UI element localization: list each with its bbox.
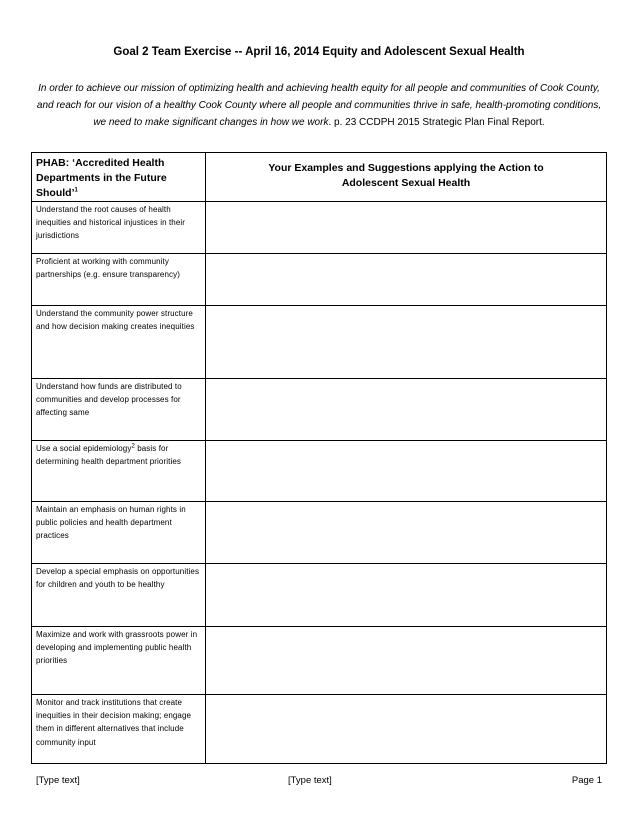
action-cell <box>32 379 206 441</box>
table-row <box>32 202 607 254</box>
table-row <box>32 254 607 306</box>
answer-cell[interactable] <box>206 695 607 764</box>
table-row <box>32 379 607 441</box>
header-phab-label: PHAB: ‘Accredited Health Departments in the Future Should’ <box>36 157 167 199</box>
table-row <box>32 564 607 627</box>
table-row <box>32 627 607 695</box>
action-cell <box>32 306 206 379</box>
header-cell-phab <box>32 153 206 202</box>
footer-left-text: [Type text] <box>36 775 80 786</box>
action-label: Understand the community power structure and how decision making creates inequities <box>36 309 195 332</box>
footnote-marker: 2 <box>131 443 135 450</box>
action-label: Understand how funds are distributed to communities and develop processes for affecting same <box>36 382 182 418</box>
action-cell <box>32 564 206 627</box>
answer-cell[interactable] <box>206 441 607 502</box>
intro-citation-text: . p. 23 CCDPH 2015 Strategic Plan Final Report. <box>328 117 545 128</box>
action-cell <box>32 254 206 306</box>
answer-cell[interactable] <box>206 627 607 695</box>
action-label: Monitor and track institutions that create inequities in their decision making; engage them in different alternatives that include community input <box>36 698 192 747</box>
answer-cell[interactable] <box>206 254 607 306</box>
action-cell <box>32 627 206 695</box>
header-cell-examples <box>206 153 607 202</box>
answer-cell[interactable] <box>206 202 607 254</box>
table-header-row <box>32 153 607 202</box>
table-row <box>32 695 607 764</box>
action-label: Develop a special emphasis on opportunities for children and youth to be healthy <box>36 567 200 590</box>
action-label: Maximize and work with grassroots power in developing and implementing public health priorities <box>36 630 198 666</box>
answer-cell[interactable] <box>206 306 607 379</box>
footnote-marker: 1 <box>74 187 78 194</box>
answer-cell[interactable] <box>206 502 607 564</box>
answer-cell[interactable] <box>206 379 607 441</box>
action-cell <box>32 502 206 564</box>
action-label-post: basis for determining health department priorities <box>36 444 181 467</box>
footer-center-text: [Type text] <box>288 775 332 786</box>
action-label: Maintain an emphasis on human rights in public policies and health department practices <box>36 505 186 541</box>
table-row <box>32 306 607 379</box>
header-examples-label: Your Examples and Suggestions applying the Action to Adolescent Sexual Health <box>268 162 544 189</box>
intro-italic-text: In order to achieve our mission of optimizing health and achieving health equity for all people and communities of Cook County, and reach for our vision of a healthy Cook County where all people and communities thrive in safe, health-promoting conditions, we need to make significant changes in how we work <box>36 83 602 128</box>
table-row <box>32 441 607 502</box>
action-label: Proficient at working with community partnerships (e.g. ensure transparency) <box>36 257 180 280</box>
action-label-pre: Use a social epidemiology <box>36 444 132 453</box>
answer-cell[interactable] <box>206 564 607 627</box>
action-cell <box>32 695 206 764</box>
action-cell <box>32 202 206 254</box>
phab-actions-table <box>31 152 607 764</box>
table-row <box>32 502 607 564</box>
action-label: Understand the root causes of health inequities and historical injustices in their jurisdictions <box>36 205 186 241</box>
action-cell <box>32 441 206 502</box>
action-label <box>32 441 205 468</box>
intro-paragraph <box>36 80 602 131</box>
footer-page-number: Page 1 <box>571 775 602 786</box>
document-title: Goal 2 Team Exercise -- April 16, 2014 Equity and Adolescent Sexual Health <box>113 46 525 58</box>
